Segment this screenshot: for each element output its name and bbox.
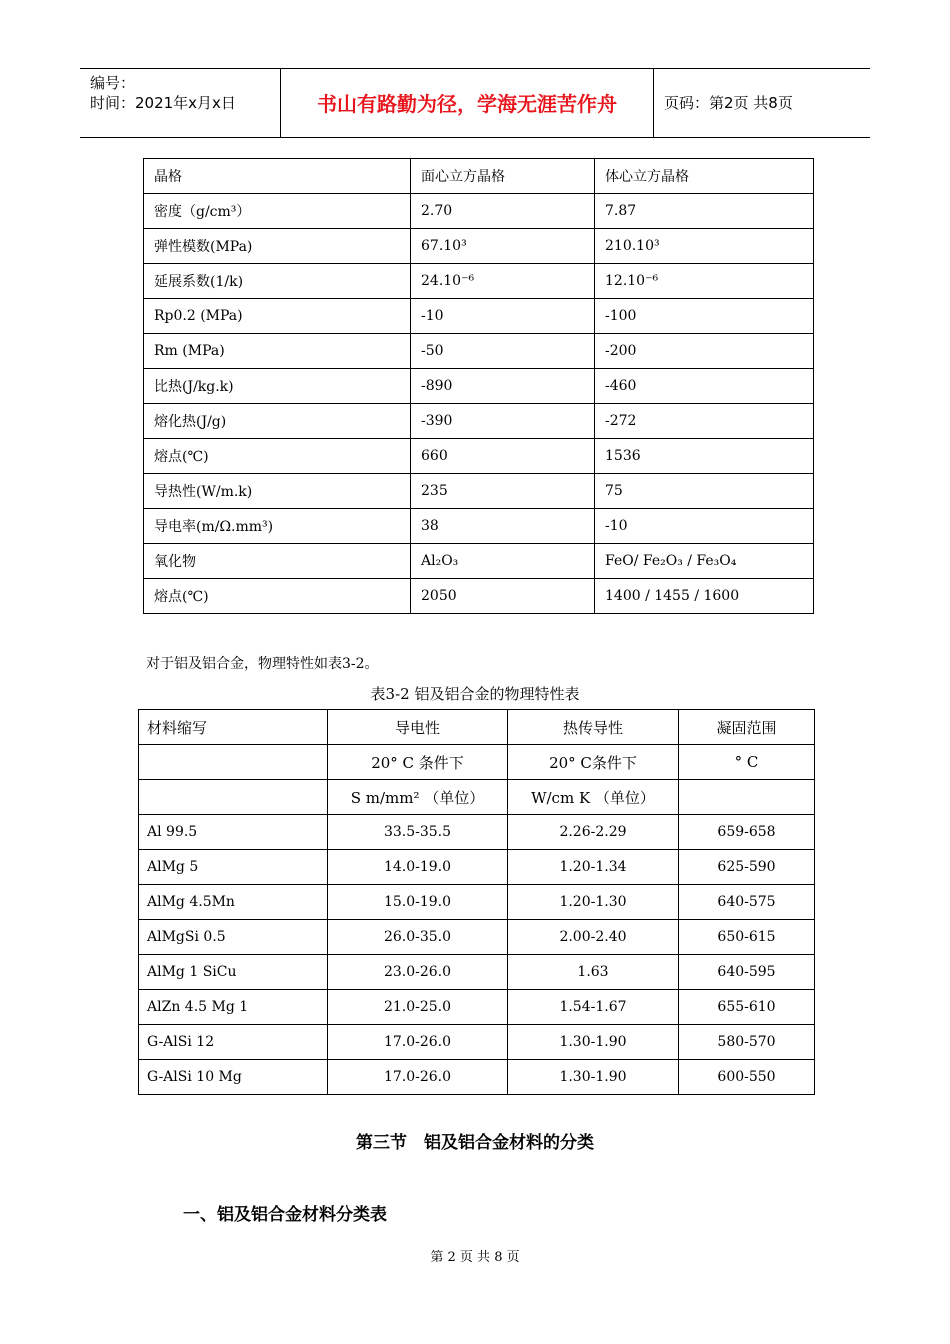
table-cell: 比热(J/kg.k) <box>144 369 411 404</box>
table-cell: 2050 <box>411 579 595 614</box>
table-row <box>144 439 814 474</box>
table-row <box>144 264 814 299</box>
table-cell: 1.63 <box>508 955 679 990</box>
table-cell: 26.0-35.0 <box>328 920 508 955</box>
table-row <box>144 369 814 404</box>
table-header-cell: 材料缩写 <box>139 710 328 745</box>
aluminum-alloy-table <box>138 709 815 1095</box>
table-cell: 熔点(℃) <box>144 439 411 474</box>
table-cell: 熔化热(J/g) <box>144 404 411 439</box>
table-header-cell: S m/mm² （单位） <box>328 780 508 815</box>
table-cell: 1.20-1.30 <box>508 885 679 920</box>
table-header-row <box>139 710 815 745</box>
table-cell: 659-658 <box>679 815 815 850</box>
table-cell: 235 <box>411 474 595 509</box>
metal-properties-table <box>143 158 814 614</box>
table-cell: 17.0-26.0 <box>328 1060 508 1095</box>
table-cell: G-AlSi 12 <box>139 1025 328 1060</box>
header-motto: 书山有路勤为径，学海无涯苦作舟 <box>281 69 654 137</box>
table-header-row <box>139 745 815 780</box>
table-cell: 熔点(℃) <box>144 579 411 614</box>
table-cell: 640-595 <box>679 955 815 990</box>
table-cell: 15.0-19.0 <box>328 885 508 920</box>
table-cell: 21.0-25.0 <box>328 990 508 1025</box>
table-cell: 655-610 <box>679 990 815 1025</box>
table-row <box>144 334 814 369</box>
table-row <box>144 544 814 579</box>
table-cell: 38 <box>411 509 595 544</box>
table-row <box>139 1060 815 1095</box>
header-date: 时间：2021年x月x日 <box>90 94 236 112</box>
page-header <box>80 68 870 138</box>
table-cell: 2.70 <box>411 194 595 229</box>
table-cell: Al 99.5 <box>139 815 328 850</box>
table-row <box>144 509 814 544</box>
table-header-cell: 20° C条件下 <box>508 745 679 780</box>
header-meta <box>80 69 281 137</box>
table-row <box>139 815 815 850</box>
table-cell: 33.5-35.5 <box>328 815 508 850</box>
table-header-cell: 热传导性 <box>508 710 679 745</box>
table-cell: G-AlSi 10 Mg <box>139 1060 328 1095</box>
table-row <box>144 194 814 229</box>
table-cell: 密度（g/cm³） <box>144 194 411 229</box>
table-header-cell: 凝固范围 <box>679 710 815 745</box>
table-cell: 14.0-19.0 <box>328 850 508 885</box>
table-row <box>139 885 815 920</box>
section-title: 第三节 铝及铝合金材料的分类 <box>356 1133 594 1153</box>
table-header-cell <box>139 745 328 780</box>
table-header-cell: 20° C 条件下 <box>328 745 508 780</box>
table-row <box>144 579 814 614</box>
table-row <box>144 229 814 264</box>
table-cell: 600-550 <box>679 1060 815 1095</box>
table-cell: 580-570 <box>679 1025 815 1060</box>
table-cell: 23.0-26.0 <box>328 955 508 990</box>
table-cell: 660 <box>411 439 595 474</box>
table-cell: 晶格 <box>144 159 411 194</box>
table-cell: -50 <box>411 334 595 369</box>
table-cell: -100 <box>595 299 814 334</box>
table-row <box>139 990 815 1025</box>
table-cell: 体心立方晶格 <box>595 159 814 194</box>
table-cell: 导电率(m/Ω.mm³) <box>144 509 411 544</box>
table-cell: 1.30-1.90 <box>508 1060 679 1095</box>
table-cell: 1400 / 1455 / 1600 <box>595 579 814 614</box>
table-cell: Rm (MPa) <box>144 334 411 369</box>
table-cell: AlMg 5 <box>139 850 328 885</box>
table-cell: -272 <box>595 404 814 439</box>
table-header-row <box>139 780 815 815</box>
table-cell: 210.10³ <box>595 229 814 264</box>
table-cell: 650-615 <box>679 920 815 955</box>
table-row <box>139 850 815 885</box>
table-cell: AlMg 1 SiCu <box>139 955 328 990</box>
table-header-cell <box>679 780 815 815</box>
table-cell: 延展系数(1/k) <box>144 264 411 299</box>
table-cell: 17.0-26.0 <box>328 1025 508 1060</box>
table-row <box>144 474 814 509</box>
table-header-cell: 导电性 <box>328 710 508 745</box>
table-cell: AlMg 4.5Mn <box>139 885 328 920</box>
table-caption: 表3-2 铝及铝合金的物理特性表 <box>370 685 580 703</box>
table-cell: -200 <box>595 334 814 369</box>
table-cell: 24.10⁻⁶ <box>411 264 595 299</box>
table-cell: 12.10⁻⁶ <box>595 264 814 299</box>
table-cell: Al₂O₃ <box>411 544 595 579</box>
table-row <box>144 159 814 194</box>
table-cell: 640-575 <box>679 885 815 920</box>
table-cell: -890 <box>411 369 595 404</box>
table-cell: Rp0.2 (MPa) <box>144 299 411 334</box>
table-cell: AlZn 4.5 Mg 1 <box>139 990 328 1025</box>
subsection-title: 一、铝及铝合金材料分类表 <box>183 1205 387 1225</box>
table-cell: 氧化物 <box>144 544 411 579</box>
table-row <box>144 299 814 334</box>
table-cell: 1.20-1.34 <box>508 850 679 885</box>
table-cell: -460 <box>595 369 814 404</box>
header-page-info: 页码：第2页 共8页 <box>664 94 793 112</box>
table-cell: 面心立方晶格 <box>411 159 595 194</box>
table-row <box>144 404 814 439</box>
table-cell: 弹性模数(MPa) <box>144 229 411 264</box>
table-row <box>139 955 815 990</box>
header-number-label: 编号： <box>90 74 136 92</box>
table-cell: -10 <box>411 299 595 334</box>
table-cell: 1.30-1.90 <box>508 1025 679 1060</box>
table-header-cell: ° C <box>679 745 815 780</box>
table-row <box>139 920 815 955</box>
table-cell: 67.10³ <box>411 229 595 264</box>
table-cell: 625-590 <box>679 850 815 885</box>
table-cell: FeO/ Fe₂O₃ / Fe₃O₄ <box>595 544 814 579</box>
table-cell: 2.26-2.29 <box>508 815 679 850</box>
table-header-cell: W/cm K （单位） <box>508 780 679 815</box>
intro-paragraph: 对于铝及铝合金，物理特性如表3-2。 <box>146 656 379 672</box>
table-cell: 1.54-1.67 <box>508 990 679 1025</box>
table-cell: 1536 <box>595 439 814 474</box>
table-cell: 2.00-2.40 <box>508 920 679 955</box>
table-cell: AlMgSi 0.5 <box>139 920 328 955</box>
table-header-cell <box>139 780 328 815</box>
table-cell: 75 <box>595 474 814 509</box>
table-cell: -390 <box>411 404 595 439</box>
page-footer: 第 2 页 共 8 页 <box>430 1250 520 1265</box>
table-cell: 7.87 <box>595 194 814 229</box>
table-cell: -10 <box>595 509 814 544</box>
table-cell: 导热性(W/m.k) <box>144 474 411 509</box>
table-row <box>139 1025 815 1060</box>
